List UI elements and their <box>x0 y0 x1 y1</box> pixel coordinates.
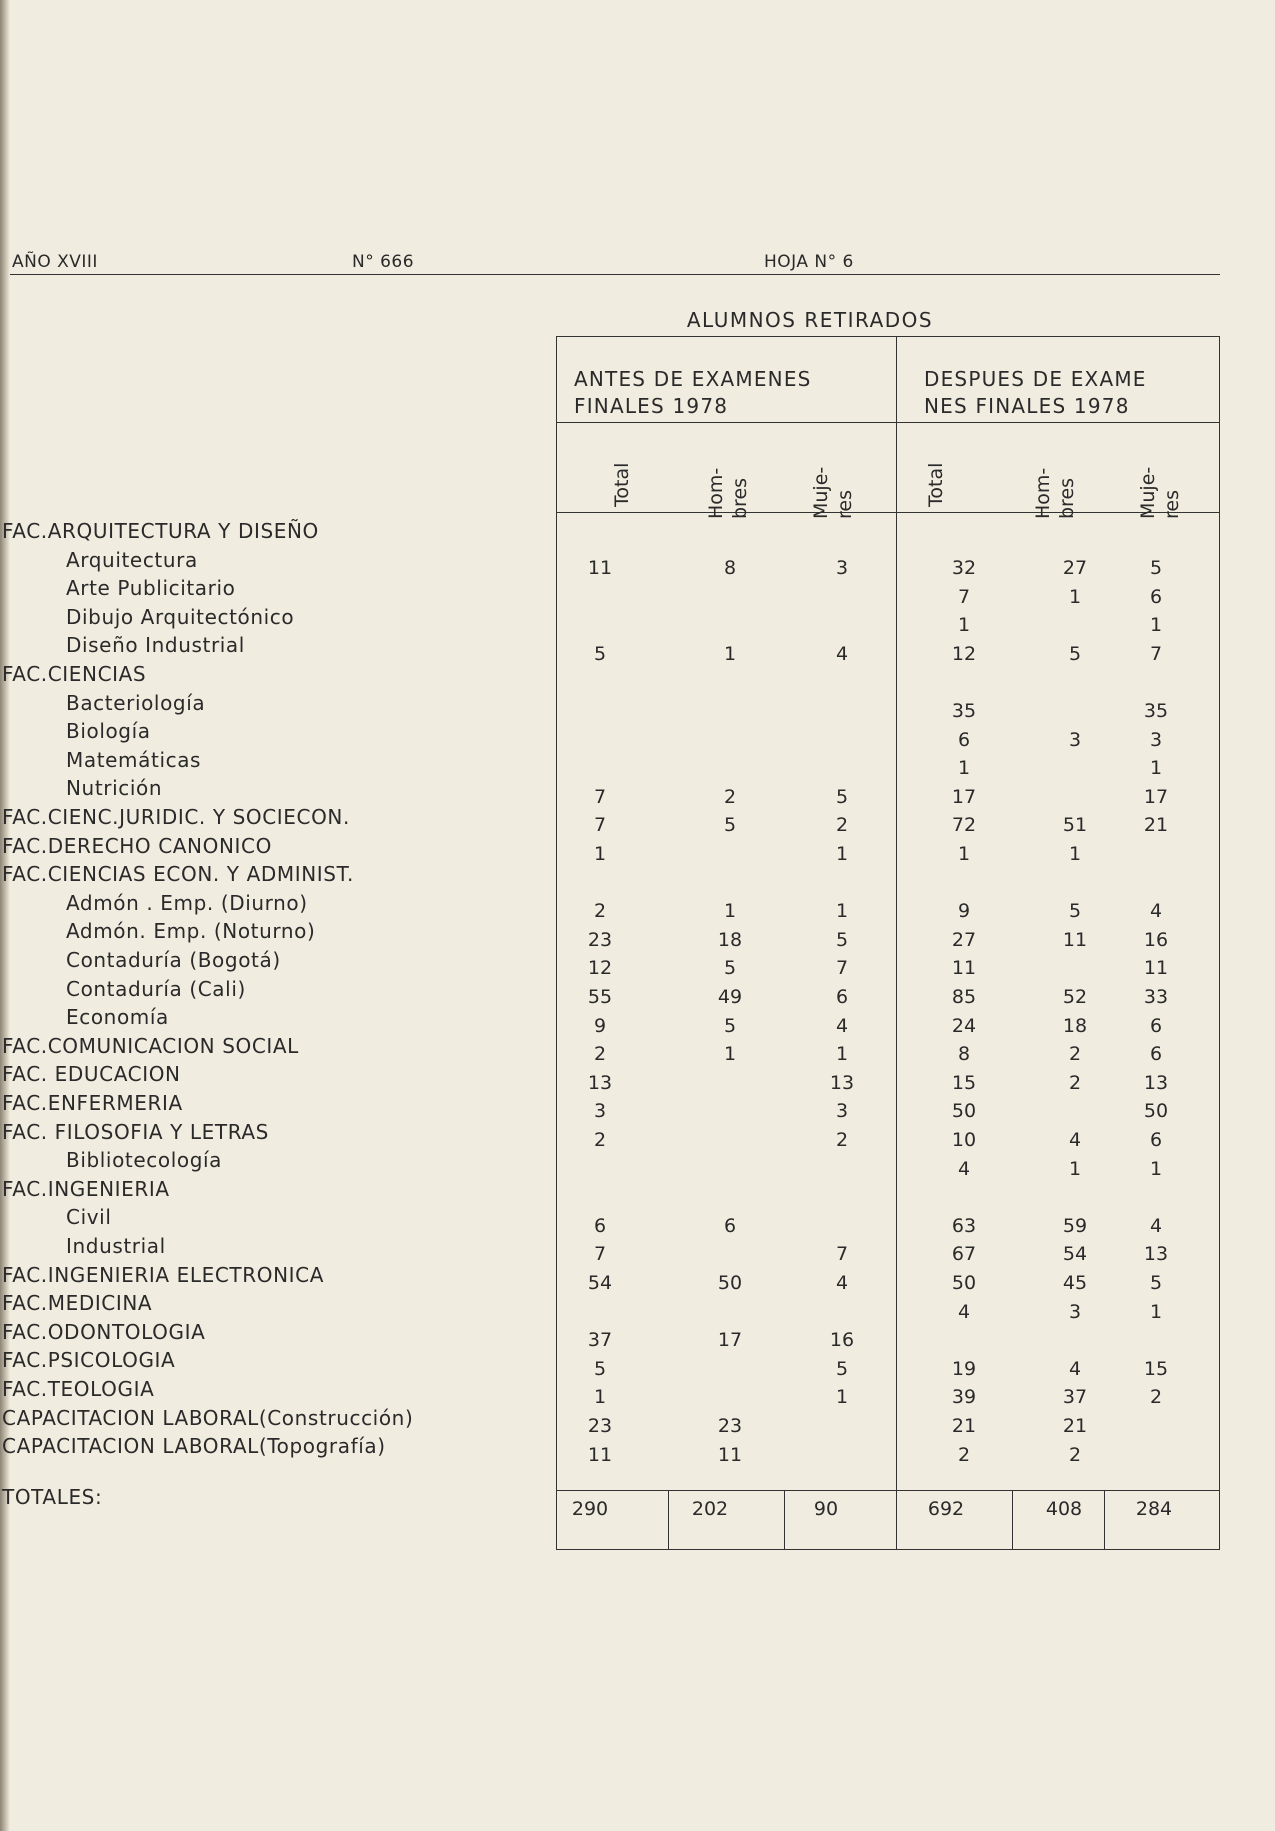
cell-after-men: 21 <box>1062 1415 1088 1437</box>
cell-after-women: 50 <box>1143 1100 1169 1123</box>
cell-after-men: 1 <box>1068 1157 1082 1180</box>
cell-after-total: 85 <box>951 986 977 1008</box>
cell-after-total: 15 <box>951 1071 977 1094</box>
faculty-label: CAPACITACION LABORAL(Topografía) <box>2 1434 386 1459</box>
faculty-label: FAC.COMUNICACION SOCIAL <box>2 1033 299 1058</box>
faculty-label: FAC.INGENIERIA <box>2 1176 170 1201</box>
cell-after-women: 13 <box>1143 1243 1169 1266</box>
totals-divider <box>1012 1490 1013 1550</box>
cell-before-total: 12 <box>587 957 613 980</box>
faculty-label: FAC.ARQUITECTURA Y DISEÑO <box>2 519 319 543</box>
table-title: ALUMNOS RETIRADOS <box>686 308 934 332</box>
cell-after-women: 21 <box>1143 814 1169 837</box>
cell-before-total: 23 <box>587 1415 613 1437</box>
cell-before-total: 7 <box>593 1243 607 1266</box>
cell-before-women: 4 <box>835 1272 849 1294</box>
program-label: Bibliotecología <box>66 1148 223 1173</box>
cell-before-women: 4 <box>835 642 849 665</box>
cell-before-women: 5 <box>835 785 849 808</box>
cell-after-women: 6 <box>1149 1043 1163 1066</box>
cell-after-women: 6 <box>1149 1129 1163 1151</box>
cell-after-total: 35 <box>951 700 977 722</box>
cell-before-women: 16 <box>829 1329 855 1352</box>
totals-rule <box>556 1490 1220 1491</box>
program-label: Biología <box>66 719 151 744</box>
cell-before-men: 2 <box>723 785 737 808</box>
col-header-women: Muje- res <box>1137 466 1183 519</box>
cell-before-men: 5 <box>723 1014 737 1037</box>
group-divider <box>896 336 897 1550</box>
totals-divider <box>784 1490 785 1550</box>
program-label: Civil <box>66 1205 112 1230</box>
cell-before-total: 2 <box>593 1043 607 1066</box>
cell-after-women: 6 <box>1149 585 1163 608</box>
program-label: Contaduría (Bogotá) <box>66 948 281 972</box>
cell-after-total: 21 <box>951 1415 977 1437</box>
program-label: Matemáticas <box>66 747 202 772</box>
cell-before-men: 23 <box>717 1415 743 1437</box>
cell-after-men: 11 <box>1062 928 1088 951</box>
group-before-exams <box>574 366 812 420</box>
cell-after-total: 72 <box>951 814 977 837</box>
cell-before-total: 7 <box>593 785 607 808</box>
col-header-women: Muje- res <box>810 466 856 519</box>
cell-after-women: 3 <box>1149 728 1163 751</box>
program-label: Nutrición <box>66 776 163 801</box>
cell-after-total: 17 <box>951 785 977 808</box>
cell-after-total: 50 <box>951 1100 977 1123</box>
cell-after-men: 4 <box>1068 1129 1082 1151</box>
cell-after-total: 50 <box>951 1272 977 1294</box>
cell-after-total: 67 <box>951 1243 977 1266</box>
issue-number: N° 666 <box>352 252 415 272</box>
cell-after-total: 39 <box>951 1386 977 1409</box>
cell-before-total: 54 <box>587 1272 613 1294</box>
faculty-label: FAC. EDUCACION <box>2 1062 181 1087</box>
cell-after-men: 5 <box>1068 642 1082 665</box>
cell-before-men: 1 <box>723 1043 737 1066</box>
cell-after-total: 27 <box>951 928 977 951</box>
faculty-label: FAC.CIENCIAS <box>2 662 147 686</box>
program-label: Industrial <box>66 1234 166 1258</box>
cell-after-men: 2 <box>1068 1443 1082 1466</box>
col-header-men: Hom- bres <box>705 467 751 519</box>
cell-after-total: 24 <box>951 1014 977 1037</box>
program-label: Contaduría (Cali) <box>66 976 246 1001</box>
cell-after-women: 7 <box>1149 642 1163 665</box>
cell-after-total: 1 <box>957 757 971 780</box>
program-label: Bacteriología <box>66 690 206 715</box>
cell-after-men: 27 <box>1062 557 1088 579</box>
group-before-line1: ANTES DE EXAMENES <box>574 367 812 391</box>
cell-after-men: 5 <box>1068 900 1082 923</box>
cell-after-total: 8 <box>957 1043 971 1066</box>
cell-after-men: 18 <box>1062 1014 1088 1037</box>
cell-after-total: 6 <box>957 728 971 751</box>
column-header-rule <box>556 512 1220 513</box>
program-label: Economía <box>66 1005 169 1030</box>
cell-after-total: 19 <box>951 1357 977 1380</box>
cell-before-total: 23 <box>587 928 613 951</box>
cell-after-women: 1 <box>1149 1300 1163 1323</box>
cell-before-total: 5 <box>593 1357 607 1380</box>
cell-before-total: 2 <box>593 1129 607 1151</box>
totals-divider <box>668 1490 669 1550</box>
cell-after-women: 1 <box>1149 1157 1163 1180</box>
cell-after-women: 17 <box>1143 785 1169 808</box>
cell-before-total: 11 <box>587 1443 613 1466</box>
cell-after-men: 1 <box>1068 843 1082 865</box>
cell-before-men: 1 <box>723 642 737 665</box>
cell-after-women: 4 <box>1149 900 1163 923</box>
total-after-men: 408 <box>1045 1498 1083 1520</box>
cell-after-men: 45 <box>1062 1272 1088 1294</box>
cell-after-men: 59 <box>1062 1214 1088 1237</box>
program-label: Arquitectura <box>66 547 198 572</box>
group-header-rule <box>556 422 1220 423</box>
cell-after-men: 4 <box>1068 1357 1082 1380</box>
cell-after-total: 1 <box>957 614 971 637</box>
cell-before-women: 5 <box>835 928 849 951</box>
cell-after-men: 2 <box>1068 1071 1082 1094</box>
cell-before-total: 1 <box>593 1386 607 1409</box>
cell-after-women: 11 <box>1143 957 1169 980</box>
cell-after-women: 2 <box>1149 1386 1163 1409</box>
totals-divider <box>1104 1490 1105 1550</box>
program-label: Dibujo Arquitectónico <box>66 604 295 629</box>
program-label: Diseño Industrial <box>66 633 245 658</box>
cell-after-women: 4 <box>1149 1214 1163 1237</box>
cell-before-men: 18 <box>717 928 743 951</box>
faculty-label: FAC.CIENC.JURIDIC. Y SOCIECON. <box>2 805 350 829</box>
cell-before-total: 5 <box>593 642 607 665</box>
total-after-women: 284 <box>1135 1498 1173 1520</box>
cell-after-women: 15 <box>1143 1357 1169 1380</box>
faculty-label: FAC.ENFERMERIA <box>2 1091 183 1115</box>
cell-after-women: 1 <box>1149 614 1163 637</box>
cell-before-total: 2 <box>593 900 607 923</box>
cell-before-total: 11 <box>587 557 613 579</box>
group-after-exams <box>924 366 1147 420</box>
faculty-label: CAPACITACION LABORAL(Construcción) <box>2 1405 414 1430</box>
total-before-total: 290 <box>571 1498 609 1520</box>
faculty-label: FAC.TEOLOGIA <box>2 1377 155 1401</box>
year-label: AÑO XVIII <box>12 252 98 272</box>
cell-after-men: 54 <box>1062 1243 1088 1266</box>
cell-before-men: 6 <box>723 1214 737 1237</box>
cell-before-total: 37 <box>587 1329 613 1352</box>
cell-after-women: 6 <box>1149 1014 1163 1037</box>
cell-before-men: 11 <box>717 1443 743 1466</box>
faculty-label: FAC.MEDICINA <box>2 1291 153 1316</box>
cell-after-men: 2 <box>1068 1043 1082 1066</box>
program-label: Arte Publicitario <box>66 576 236 601</box>
totals-label: TOTALES: <box>2 1485 103 1509</box>
cell-after-total: 63 <box>951 1214 977 1237</box>
cell-before-total: 13 <box>587 1071 613 1094</box>
cell-after-total: 32 <box>951 557 977 579</box>
cell-before-total: 1 <box>593 843 607 865</box>
cell-after-total: 12 <box>951 642 977 665</box>
group-after-line1: DESPUES DE EXAME <box>924 367 1147 391</box>
cell-before-total: 6 <box>593 1214 607 1237</box>
faculty-label: FAC.CIENCIAS ECON. Y ADMINIST. <box>2 862 354 887</box>
total-before-women: 90 <box>813 1498 839 1520</box>
cell-before-women: 3 <box>835 557 849 579</box>
col-header-total: Total <box>925 462 947 507</box>
col-header-men: Hom- bres <box>1032 467 1078 519</box>
faculty-label: FAC.DERECHO CANONICO <box>2 833 272 858</box>
total-after-total: 692 <box>927 1498 965 1520</box>
faculty-label: FAC.PSICOLOGIA <box>2 1348 176 1373</box>
cell-after-women: 16 <box>1143 928 1169 951</box>
cell-before-total: 55 <box>587 986 613 1008</box>
program-label: Admón . Emp. (Diurno) <box>66 890 308 915</box>
cell-before-women: 6 <box>835 986 849 1008</box>
cell-after-men: 1 <box>1068 585 1082 608</box>
col-header-total: Total <box>611 462 633 507</box>
cell-after-total: 4 <box>957 1157 971 1180</box>
cell-after-total: 9 <box>957 900 971 923</box>
cell-before-women: 1 <box>835 1043 849 1066</box>
cell-after-women: 33 <box>1143 986 1169 1008</box>
cell-after-women: 35 <box>1143 700 1169 722</box>
cell-after-total: 2 <box>957 1443 971 1466</box>
cell-before-men: 5 <box>723 957 737 980</box>
cell-after-women: 13 <box>1143 1071 1169 1094</box>
cell-after-women: 5 <box>1149 1272 1163 1294</box>
cell-before-men: 17 <box>717 1329 743 1352</box>
cell-after-total: 1 <box>957 843 971 865</box>
faculty-label: FAC.INGENIERIA ELECTRONICA <box>2 1262 324 1287</box>
cell-after-men: 37 <box>1062 1386 1088 1409</box>
cell-before-women: 1 <box>835 900 849 923</box>
cell-before-men: 1 <box>723 900 737 923</box>
cell-after-men: 51 <box>1062 814 1088 837</box>
cell-after-women: 5 <box>1149 557 1163 579</box>
cell-before-men: 8 <box>723 557 737 579</box>
cell-after-men: 3 <box>1068 1300 1082 1323</box>
cell-before-total: 7 <box>593 814 607 837</box>
cell-before-total: 3 <box>593 1100 607 1123</box>
cell-before-women: 5 <box>835 1357 849 1380</box>
book-spine-shadow <box>0 0 10 1831</box>
cell-before-women: 2 <box>835 1129 849 1151</box>
cell-before-women: 2 <box>835 814 849 837</box>
cell-before-women: 1 <box>835 843 849 865</box>
cell-before-women: 3 <box>835 1100 849 1123</box>
faculty-label: FAC. FILOSOFIA Y LETRAS <box>2 1119 269 1144</box>
cell-after-total: 4 <box>957 1300 971 1323</box>
cell-before-women: 7 <box>835 1243 849 1266</box>
group-after-line2: NES FINALES 1978 <box>924 394 1130 418</box>
cell-after-men: 3 <box>1068 728 1082 751</box>
cell-after-total: 11 <box>951 957 977 980</box>
cell-before-men: 5 <box>723 814 737 837</box>
sheet-number: HOJA N° 6 <box>764 252 854 272</box>
cell-before-women: 4 <box>835 1014 849 1037</box>
cell-before-women: 7 <box>835 957 849 980</box>
header-rule <box>10 274 1220 275</box>
cell-after-men: 52 <box>1062 986 1088 1008</box>
total-before-men: 202 <box>691 1498 729 1520</box>
cell-before-men: 49 <box>717 986 743 1008</box>
group-before-line2: FINALES 1978 <box>574 394 729 418</box>
cell-before-men: 50 <box>717 1272 743 1294</box>
cell-before-women: 13 <box>829 1071 855 1094</box>
cell-after-women: 1 <box>1149 757 1163 780</box>
cell-after-total: 10 <box>951 1129 977 1151</box>
program-label: Admón. Emp. (Noturno) <box>66 919 316 944</box>
table-frame <box>556 336 1220 1550</box>
cell-before-total: 9 <box>593 1014 607 1037</box>
cell-before-women: 1 <box>835 1386 849 1409</box>
cell-after-total: 7 <box>957 585 971 608</box>
faculty-label: FAC.ODONTOLOGIA <box>2 1319 206 1344</box>
